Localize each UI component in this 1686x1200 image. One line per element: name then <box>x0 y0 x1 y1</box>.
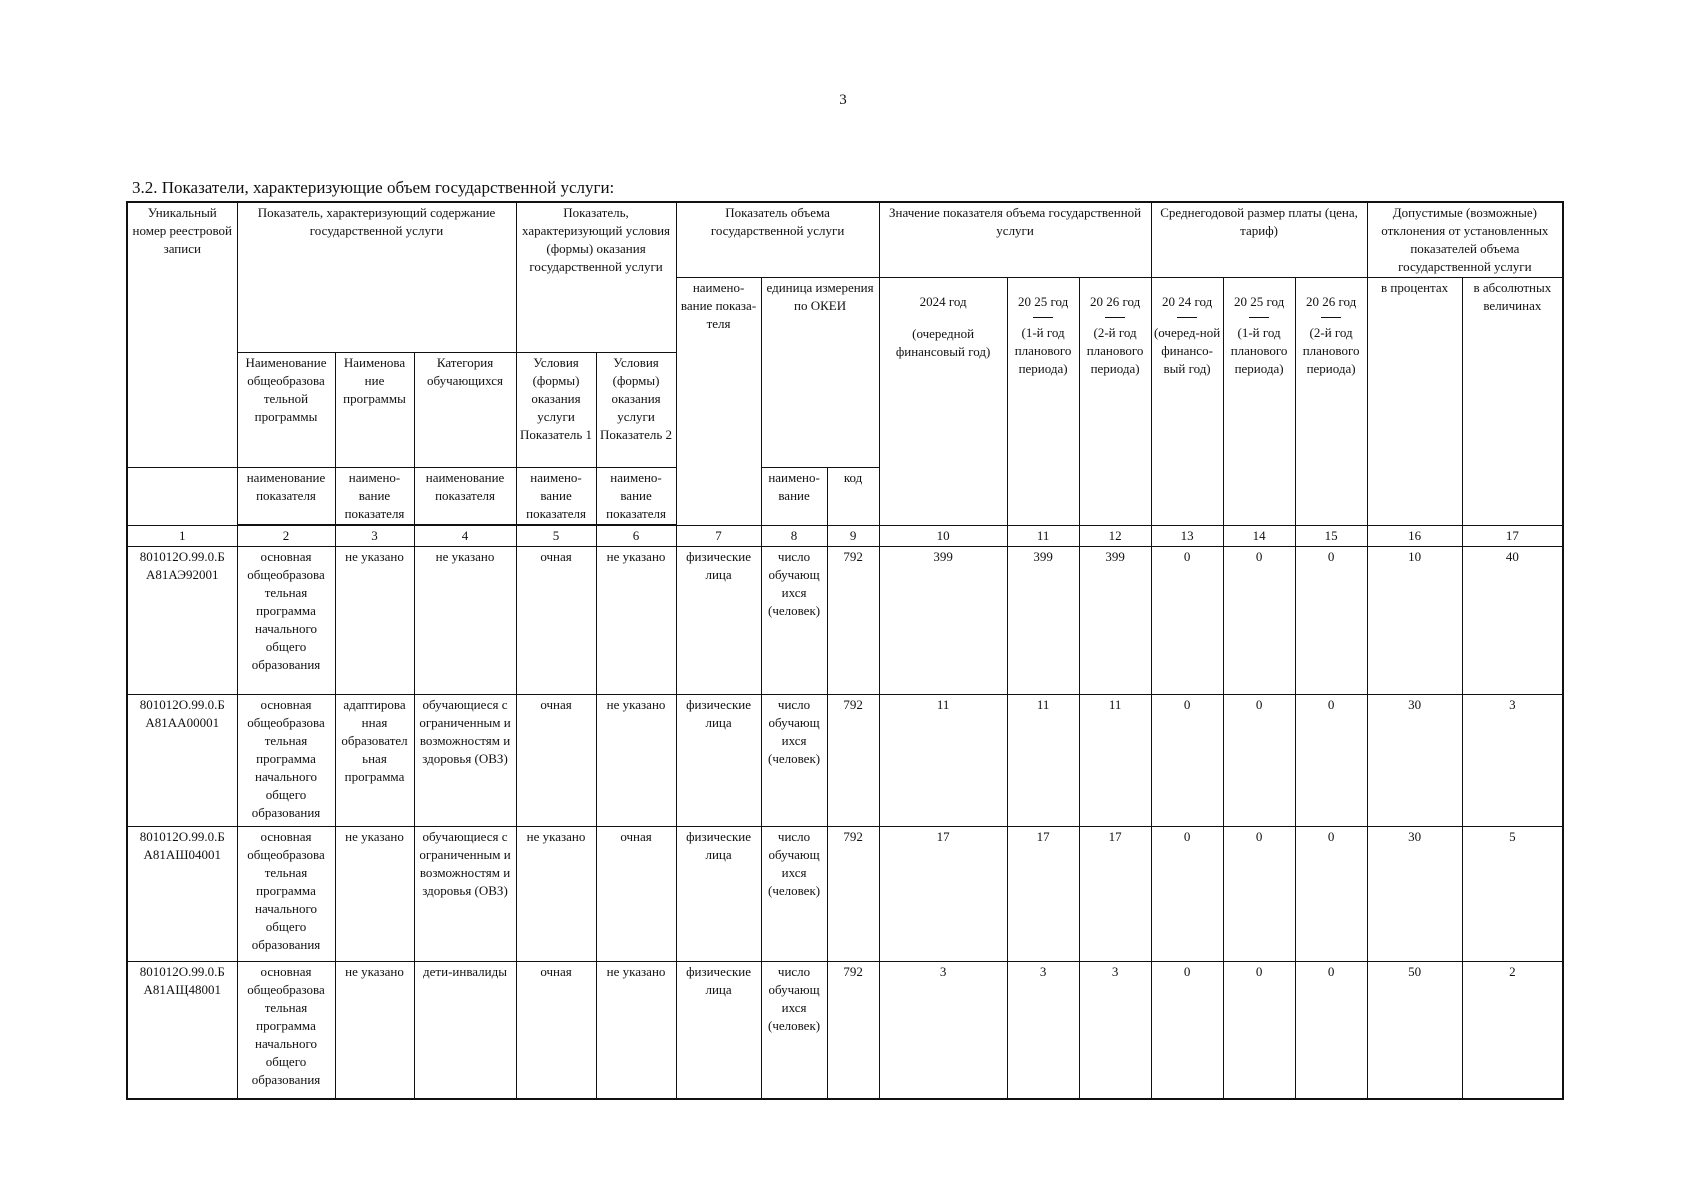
value-2026: 11 <box>1079 695 1151 827</box>
header-fee-2025: 20 25 год (1-й год планового периода) <box>1223 278 1295 526</box>
header-value-2026: 20 26 год (2-й год планового периода) <box>1079 278 1151 526</box>
header-program-type: Наименование общеобразова тельной программы <box>237 353 335 468</box>
column-number: 9 <box>827 526 879 547</box>
header-indicator-name-3: наименование показателя <box>414 468 516 525</box>
volume-indicator: физические лица <box>676 547 761 695</box>
unit-code: 792 <box>827 962 879 1099</box>
volume-indicator: физические лица <box>676 827 761 962</box>
student-category: обучающиеся с ограниченным и возможностям и здоровья (ОВЗ) <box>414 827 516 962</box>
column-number: 1 <box>127 526 237 547</box>
column-number: 5 <box>516 526 596 547</box>
value-2026-note: (2-й год планового периода) <box>1086 325 1144 376</box>
header-indicator-name-5: наимено-вание показателя <box>596 468 676 525</box>
value-2024: 399 <box>879 547 1007 695</box>
section-title: 3.2. Показатели, характеризующие объем государственной услуги: <box>132 178 615 197</box>
value-2024-note: (очередной финансовый год) <box>895 326 991 359</box>
header-registry-spacer <box>127 468 237 526</box>
value-2024: 17 <box>879 827 1007 962</box>
condition-1: очная <box>516 962 596 1099</box>
fee-2026: 0 <box>1295 695 1367 827</box>
program-type: основная общеобразова тельная программа начального общего образования <box>237 827 335 962</box>
header-deviation-absolute: в абсолютных величинах <box>1462 278 1563 526</box>
registry-number: 801012О.99.0.Б А81АА00001 <box>127 695 237 827</box>
program-type: основная общеобразова тельная программа начального общего образования <box>237 547 335 695</box>
fee-2024-note: (очеред-ной финансо-вый год) <box>1153 325 1221 376</box>
header-condition-1: Условия (формы) оказания услуги Показатель 1 <box>516 353 596 468</box>
header-fee-group: Среднегодовой размер платы (цена, тариф) <box>1151 202 1367 278</box>
header-volume-group: Показатель объема государственной услуги <box>676 202 879 278</box>
program-type: основная общеобразова тельная программа начального общего образования <box>237 962 335 1099</box>
column-number: 10 <box>879 526 1007 547</box>
page-number: 3 <box>839 92 847 108</box>
unit-name: число обучающ ихся (человек) <box>761 827 827 962</box>
volume-indicators-table <box>126 201 1564 1100</box>
deviation-absolute: 5 <box>1462 827 1563 962</box>
fee-2026: 0 <box>1295 547 1367 695</box>
condition-2: не указано <box>596 547 676 695</box>
condition-2: очная <box>596 827 676 962</box>
value-2025: 3 <box>1007 962 1079 1099</box>
table-row <box>127 827 1563 962</box>
fee-2026: 0 <box>1295 827 1367 962</box>
student-category: обучающиеся с ограниченным и возможностям и здоровья (ОВЗ) <box>414 695 516 827</box>
value-2026: 399 <box>1079 547 1151 695</box>
deviation-percent: 30 <box>1367 695 1462 827</box>
registry-number: 801012О.99.0.Б А81АЭ92001 <box>127 547 237 695</box>
deviation-percent: 30 <box>1367 827 1462 962</box>
header-fee-2026: 20 26 год (2-й год планового периода) <box>1295 278 1367 526</box>
program-name: не указано <box>335 547 414 695</box>
header-unit-group: единица измерения по ОКЕИ <box>761 278 879 468</box>
header-program-name: Наименова ние программы <box>335 353 414 468</box>
fee-2025-note: (1-й год планового периода) <box>1230 325 1288 376</box>
fee-2026-note: (2-й год планового периода) <box>1302 325 1360 376</box>
value-2026: 17 <box>1079 827 1151 962</box>
column-number: 4 <box>414 526 516 547</box>
unit-name: число обучающ ихся (человек) <box>761 695 827 827</box>
deviation-percent: 50 <box>1367 962 1462 1099</box>
unit-code: 792 <box>827 547 879 695</box>
header-value-2025: 20 25 год (1-й год планового периода) <box>1007 278 1079 526</box>
header-registry: Уникальный номер реестровой записи <box>127 202 237 468</box>
registry-number: 801012О.99.0.Б А81АШ04001 <box>127 827 237 962</box>
deviation-absolute: 3 <box>1462 695 1563 827</box>
value-2024: 11 <box>879 695 1007 827</box>
program-name: адаптирова нная образовател ьная программа <box>335 695 414 827</box>
value-2026: 3 <box>1079 962 1151 1099</box>
program-type: основная общеобразова тельная программа начального общего образования <box>237 695 335 827</box>
program-name: не указано <box>335 827 414 962</box>
header-condition-2: Условия (формы) оказания услуги Показатель 2 <box>596 353 676 468</box>
header-row-1 <box>127 202 1563 278</box>
table-row <box>127 695 1563 827</box>
header-unit-name: наимено-вание <box>761 468 827 526</box>
condition-1: очная <box>516 695 596 827</box>
header-indicator-name-2: наимено-вание показателя <box>335 468 414 525</box>
column-number: 14 <box>1223 526 1295 547</box>
header-fee-2024: 20 24 год (очеред-ной финансо-вый год) <box>1151 278 1223 526</box>
unit-code: 792 <box>827 695 879 827</box>
registry-number: 801012О.99.0.Б А81АЩ48001 <box>127 962 237 1099</box>
column-number: 13 <box>1151 526 1223 547</box>
deviation-percent: 10 <box>1367 547 1462 695</box>
column-number: 12 <box>1079 526 1151 547</box>
student-category: дети-инвалиды <box>414 962 516 1099</box>
header-volume-name: наимено-вание показа-теля <box>676 278 761 526</box>
column-number: 8 <box>761 526 827 547</box>
value-2025: 17 <box>1007 827 1079 962</box>
header-indicator-name-1: наименование показателя <box>237 468 335 525</box>
fee-2025: 0 <box>1223 962 1295 1099</box>
column-number: 11 <box>1007 526 1079 547</box>
fee-2024: 0 <box>1151 827 1223 962</box>
volume-indicator: физические лица <box>676 962 761 1099</box>
header-indicator-name-4: наимено-вание показателя <box>516 468 596 525</box>
condition-1: не указано <box>516 827 596 962</box>
column-numbers-row <box>127 526 1563 547</box>
deviation-absolute: 40 <box>1462 547 1563 695</box>
column-number: 16 <box>1367 526 1462 547</box>
header-content-group: Показатель, характеризующий содержание государственной услуги <box>237 202 516 353</box>
column-number: 15 <box>1295 526 1367 547</box>
unit-name: число обучающ ихся (человек) <box>761 962 827 1099</box>
fee-2024: 0 <box>1151 695 1223 827</box>
header-student-category: Категория обучающихся <box>414 353 516 468</box>
condition-2: не указано <box>596 962 676 1099</box>
unit-code: 792 <box>827 827 879 962</box>
header-value-2024 <box>879 278 1007 526</box>
table-row <box>127 547 1563 695</box>
fee-2024: 0 <box>1151 547 1223 695</box>
header-conditions-group: Показатель, характеризующий условия (формы) оказания государственной услуги <box>516 202 676 353</box>
column-number: 17 <box>1462 526 1563 547</box>
unit-name: число обучающ ихся (человек) <box>761 547 827 695</box>
value-2025: 11 <box>1007 695 1079 827</box>
value-2024: 3 <box>879 962 1007 1099</box>
condition-2: не указано <box>596 695 676 827</box>
column-number: 3 <box>335 526 414 547</box>
fee-2025: 0 <box>1223 547 1295 695</box>
fee-2026: 0 <box>1295 962 1367 1099</box>
table-row <box>127 962 1563 1099</box>
value-2025: 399 <box>1007 547 1079 695</box>
value-2025-note: (1-й год планового периода) <box>1014 325 1072 376</box>
value-2024-label: 2024 год <box>919 294 967 309</box>
header-unit-code: код <box>827 468 879 526</box>
deviation-absolute: 2 <box>1462 962 1563 1099</box>
fee-2025: 0 <box>1223 827 1295 962</box>
condition-1: очная <box>516 547 596 695</box>
column-number: 6 <box>596 526 676 547</box>
header-value-group: Значение показателя объема государственной услуги <box>879 202 1151 278</box>
header-deviation-percent: в процентах <box>1367 278 1462 526</box>
column-number: 2 <box>237 526 335 547</box>
volume-indicator: физические лица <box>676 695 761 827</box>
fee-2025: 0 <box>1223 695 1295 827</box>
header-deviation-group: Допустимые (возможные) отклонения от установленных показателей объема государственной услуги <box>1367 202 1563 278</box>
fee-2024: 0 <box>1151 962 1223 1099</box>
column-number: 7 <box>676 526 761 547</box>
student-category: не указано <box>414 547 516 695</box>
program-name: не указано <box>335 962 414 1099</box>
